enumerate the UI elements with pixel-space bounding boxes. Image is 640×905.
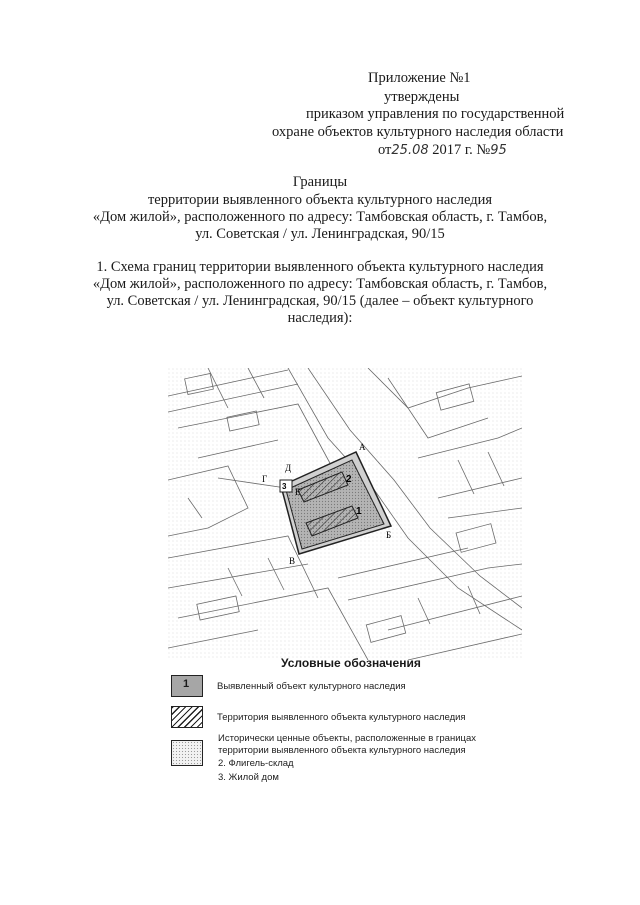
title-borders: Границы [292,174,348,190]
point-d-label: Д [285,463,292,473]
date-suffix: 2017 г. № [432,142,491,158]
object-2-number: 2 [346,474,352,485]
legend-swatch-number: 1 [183,678,190,690]
legend-text-territory: Территория выявленного объекта культурного наследия [217,712,466,723]
legend-text-historic-1: Исторически ценные объекты, расположенные в границах [218,733,476,744]
legend-title: Условные обозначения [281,656,421,670]
legend-text-historic-2: территории выявленного объекта культурного наследия [218,745,466,756]
legend-sub-outbuilding: 2. Флигель-склад [218,758,294,769]
title-line-4: ул. Советская / ул. Ленинградская, 90/15 [195,226,445,242]
legend-swatch-object [171,675,203,697]
handwritten-date: 25.08 [391,143,429,158]
point-g-label: Г [262,474,268,484]
handwritten-number: 95 [490,143,507,158]
object-3-number: 3 [282,482,287,491]
boundary-scheme-map [168,368,522,660]
approved-label: утверждены [384,89,460,105]
section-line-3: ул. Советская / ул. Ленинградская, 90/15 (далее – объект культурного [106,293,534,309]
section-line-1: 1. Схема границ территории выявленного объекта культурного наследия [96,259,544,275]
section-line-4: наследия): [287,310,353,326]
point-a-label: А [359,442,366,452]
order-date-line [378,142,507,159]
point-v-label: В [289,556,296,566]
legend-sub-house: 3. Жилой дом [218,772,279,783]
section-line-2: «Дом жилой», расположенного по адресу: Тамбовская область, г. Тамбов, [92,276,548,292]
order-line-2: охране объектов культурного наследия области [272,124,564,140]
point-b-label: Б [386,530,392,540]
title-line-2: территории выявленного объекта культурного наследия [147,192,493,208]
date-prefix: от [378,142,392,158]
object-1-number: 1 [356,506,362,517]
title-line-3: «Дом жилой», расположенного по адресу: Тамбовская область, г. Тамбов, [92,209,548,225]
order-line-1: приказом управления по государственной [306,106,565,122]
legend-swatch-territory [171,706,203,728]
appendix-number: Приложение №1 [368,70,471,86]
legend-swatch-historic [171,740,203,766]
legend-text-object: Выявленный объект культурного наследия [217,681,406,692]
point-e-label: Е [295,487,301,497]
